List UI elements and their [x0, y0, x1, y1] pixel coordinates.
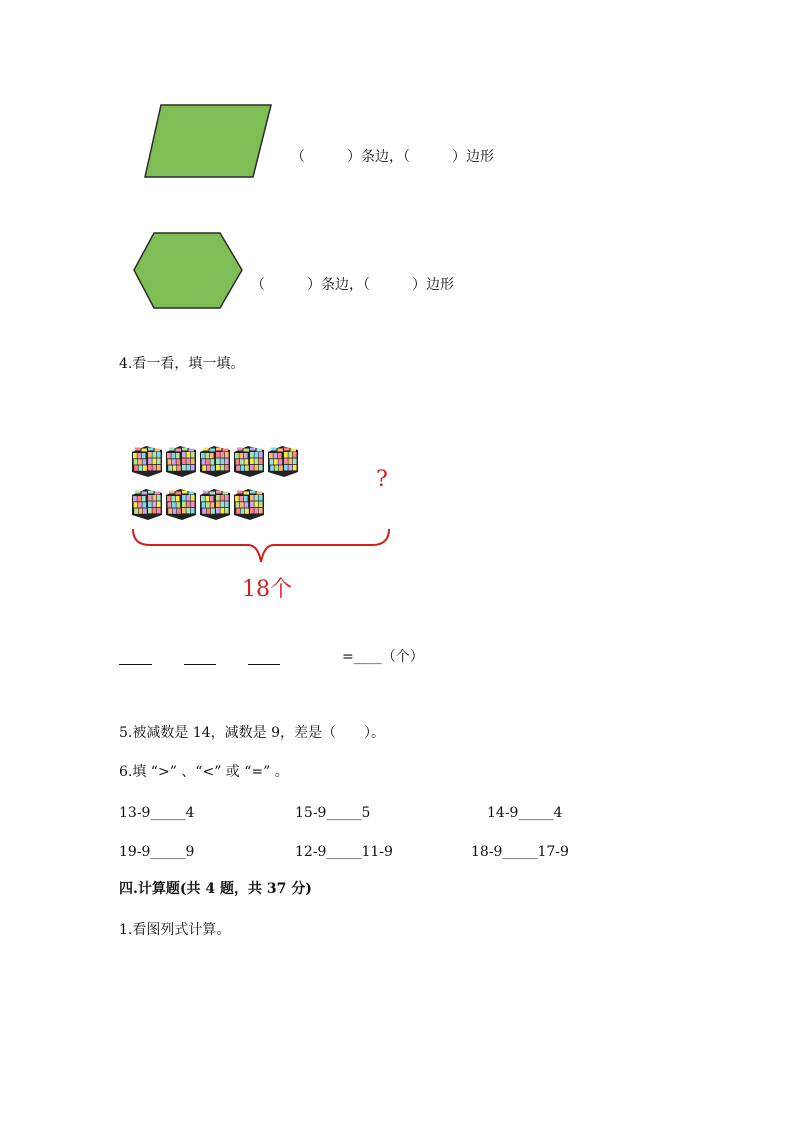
- rubiks-cube: [164, 487, 198, 525]
- rubiks-cube-icon: [232, 444, 266, 478]
- comparison-item: 13-9_____4: [119, 805, 195, 821]
- comparison-item: 12-9_____11-9: [295, 844, 393, 860]
- question-mark: ?: [376, 467, 388, 492]
- question-5: 5.被减数是 14，减数是 9，差是（ ）。: [119, 725, 385, 741]
- rubiks-cube: [198, 487, 232, 525]
- rubiks-cube: [130, 487, 164, 525]
- section-4-title: 四.计算题(共 4 题，共 37 分): [119, 881, 312, 897]
- rubiks-cube: [232, 487, 266, 525]
- rubiks-cube-icon: [198, 487, 232, 521]
- comparison-item: 19-9_____9: [119, 844, 195, 860]
- rubiks-cube: [232, 444, 266, 482]
- rubiks-cube: [130, 444, 164, 482]
- rubiks-cube-icon: [232, 487, 266, 521]
- answer-blank-3[interactable]: [248, 664, 280, 665]
- answer-blank-2[interactable]: [184, 664, 216, 665]
- shape-2-question: （ ）条边，（ ）边形: [251, 277, 454, 293]
- total-brace: [130, 527, 392, 573]
- rubiks-cube-icon: [266, 444, 300, 478]
- rubiks-cube: [198, 444, 232, 482]
- shape-1-question: （ ）条边，（ ）边形: [291, 149, 494, 165]
- total-label: 18个: [242, 577, 292, 602]
- calc-question-1: 1.看图列式计算。: [119, 922, 231, 938]
- question-4-title: 4.看一看，填一填。: [119, 356, 245, 372]
- rubiks-cube-icon: [130, 487, 164, 521]
- question-6-title: 6.填 “>” 、“<” 或 “=” 。: [119, 764, 289, 780]
- rubiks-cube-icon: [164, 444, 198, 478]
- comparison-item: 15-9_____5: [295, 805, 371, 821]
- rubiks-cube: [164, 444, 198, 482]
- rubiks-cube-icon: [198, 444, 232, 478]
- rubiks-cube-icon: [164, 487, 198, 521]
- rubiks-cube: [266, 444, 300, 482]
- answer-equation-tail: =____（个）: [342, 649, 424, 665]
- parallelogram-shape: [143, 103, 273, 179]
- hexagon-shape: [132, 231, 244, 311]
- rubiks-cube-icon: [130, 444, 164, 478]
- comparison-item: 14-9_____4: [487, 805, 563, 821]
- rubiks-cubes-group: [130, 444, 310, 524]
- answer-blank-1[interactable]: [119, 664, 152, 665]
- comparison-item: 18-9_____17-9: [471, 844, 569, 860]
